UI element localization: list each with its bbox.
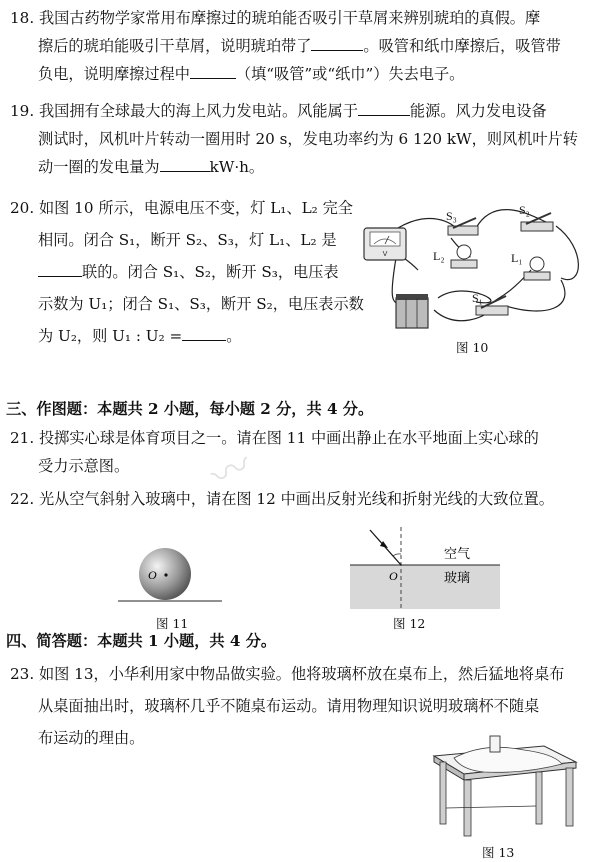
incidence-point-label: O: [389, 569, 398, 583]
q21-line1: 21. 投掷实心球是体育项目之一。请在图 11 中画出静止在水平地面上实心球的: [10, 429, 539, 447]
label-l1: L₁: [511, 251, 523, 265]
q21-line2: 受力示意图。: [38, 457, 130, 475]
solid-ball-figure: [110, 538, 230, 618]
q20-line1: 20. 如图 10 所示，电源电压不变，灯 L₁、L₂ 完全: [10, 199, 353, 217]
bulb-l1: [524, 257, 550, 280]
q18-line3: 负电，说明摩擦过程中 （填“吸管”或“纸巾”）失去电子。: [38, 65, 465, 83]
q20-line3: 联的。闭合 S₁、S₂，断开 S₃，电压表: [38, 262, 339, 282]
air-label: 空气: [444, 547, 471, 562]
battery: [396, 294, 428, 328]
watermark: 〰: [203, 442, 260, 501]
q23-line3: 布运动的理由。: [38, 729, 145, 747]
q20-line4: 示数为 U₁；闭合 S₁、S₃，断开 S₂，电压表示数: [38, 295, 364, 313]
glass-cup: [490, 736, 500, 752]
section-3-heading: 三、作图题：本题共 2 小题，每小题 2 分，共 4 分。: [6, 400, 374, 418]
svg-text:V: V: [382, 250, 388, 258]
label-s2: S₂: [519, 203, 530, 217]
q19-blank1: [358, 101, 410, 116]
section-4-heading: 四、简答题：本题共 1 小题，共 4 分。: [6, 632, 277, 650]
voltmeter: [364, 228, 406, 260]
label-s1: S₁: [472, 291, 483, 305]
q19-blank2: [160, 157, 210, 172]
fig10-caption: 图 10: [456, 340, 489, 355]
q18-blank2: [190, 64, 236, 79]
refraction-figure: [346, 522, 506, 612]
q18-line1: 18. 我国古药物学家常用布摩擦过的琥珀能否吸引干草屑来辨别琥珀的真假。摩: [10, 9, 541, 27]
q23-line2: 从桌面抽出时，玻璃杯几乎不随桌布运动。请用物理知识说明玻璃杯不随桌: [38, 697, 540, 715]
ball-center-label: O: [148, 568, 157, 582]
q20-line5: 为 U₂，则 U₁ : U₂ = 。: [38, 327, 242, 345]
q19-line1: 19. 我国拥有全球最大的海上风力发电站。风能属于 能源。风力发电设备: [10, 102, 547, 120]
fig12-caption: 图 12: [393, 616, 426, 631]
bulb-l2: [451, 245, 477, 268]
circuit-diagram: [356, 198, 590, 358]
q19-line3: 动一圈的发电量为 kW·h。: [38, 158, 265, 176]
q22-line1: 22. 光从空气斜射入玻璃中，请在图 12 中画出反射光线和折射光线的大致位置。: [10, 490, 554, 508]
label-s3: S₃: [446, 209, 457, 223]
glass-region: [350, 565, 500, 609]
glass-label: 玻璃: [444, 571, 471, 586]
q19-line2: 测试时，风机叶片转动一圈用时 20 s，发电功率约为 6 120 kW，则风机叶片转: [38, 130, 578, 148]
fig11-caption: 图 11: [156, 616, 189, 631]
incident-ray: [370, 530, 401, 565]
q20-line2: 相同。闭合 S₁，断开 S₂、S₃，灯 L₁、L₂ 是: [38, 231, 337, 249]
q23-line1: 23. 如图 13，小华利用家中物品做实验。他将玻璃杯放在桌布上，然后猛地将桌布: [10, 665, 565, 683]
label-l2: L₂: [433, 249, 445, 263]
q20-blank1: [38, 262, 82, 277]
q18-line2: 擦后的琥珀能吸引干草屑，说明琥珀带了 。吸管和纸巾摩擦后，吸管带: [38, 37, 561, 55]
table-figure: [424, 728, 584, 840]
fig13-caption: 图 13: [482, 845, 515, 860]
q20-blank2: [182, 326, 226, 341]
q18-blank1: [311, 36, 363, 51]
